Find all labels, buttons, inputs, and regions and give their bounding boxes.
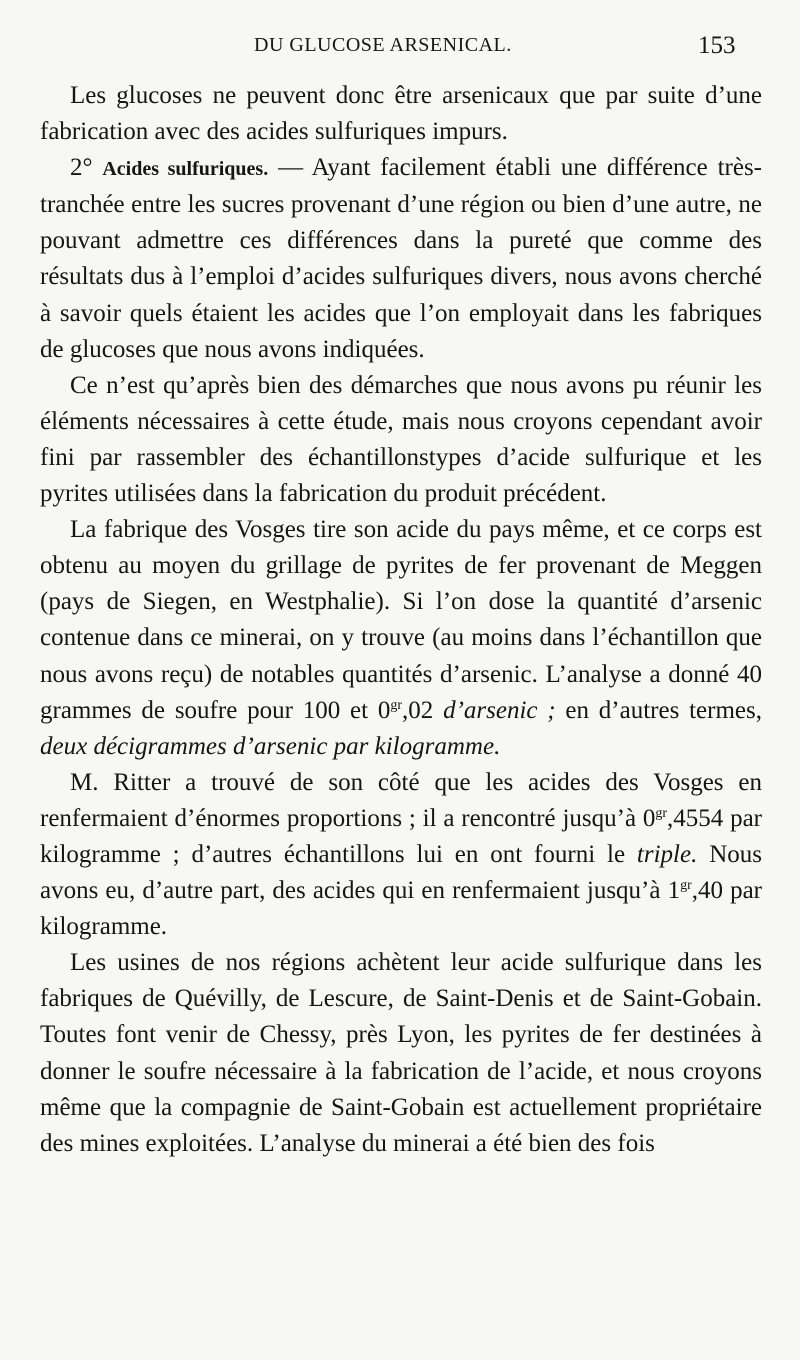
text-run: M. Ritter a trouvé de son côté que les acides des Vosges en renfermaient d’énormes proportions ; il a rencontré jusqu’à 0 bbox=[40, 768, 762, 832]
paragraph-usines: Les usines de nos régions achètent leur acide sulfurique dans les fabriques de Quévilly, de Lescure, de Saint-Denis et de Saint-Gobain. Toutes font venir de Chessy, près Lyon, les pyrites de fer destinées à donner le soufre nécessaire à la fabrication de l’acide, et nous croyons même que la compagnie de Saint-Gobain est actuellement propriétaire des mines exploitées. L’analyse du minerai a été bien des fois bbox=[40, 949, 762, 1157]
text-run: ,02 bbox=[402, 696, 444, 724]
paragraph-ritter bbox=[40, 765, 762, 945]
paragraph-demarches: Ce n’est qu’après bien des démarches que nous avons pu réunir les éléments nécessaires à cette étude, mais nous croyons cependant avoir fini par rassembler des échantillonstypes d’acide sulfurique et les pyrites utilisées dans la fabrication du produit précédent. bbox=[40, 371, 762, 508]
section-heading: Acides sulfuriques. bbox=[102, 158, 269, 181]
italic-text: d’arsenic ; bbox=[443, 696, 556, 724]
running-title: DU GLUCOSE ARSENICAL. bbox=[254, 34, 512, 56]
page-number: 153 bbox=[698, 32, 736, 59]
unit-superscript: gr bbox=[390, 697, 403, 713]
section-number: 2° bbox=[70, 154, 93, 182]
unit-superscript: gr bbox=[680, 878, 692, 894]
italic-text: deux décigrammes d’arsenic par kilogramme. bbox=[40, 732, 501, 760]
text-run: Nous avons eu, d’autre part, des acides qui en renfermaient jusqu’à 1 bbox=[40, 840, 762, 905]
page-header bbox=[0, 30, 800, 70]
paragraph-glucoses-impurs: Les glucoses ne peuvent donc être arsenicaux que par suite d’une fabrication avec des acides sulfuriques impurs. bbox=[40, 82, 762, 146]
italic-text: triple. bbox=[636, 840, 698, 868]
paragraph-text: — Ayant facilement établi une différence très-tranchée entre les sucres provenant d’une région ou bien d’une autre, ne pouvant admettre ces différences dans la pureté que comme des résultats dus à l’emploi d’acides sulfuriques divers, nous avons cherché à savoir quels étaient les acides que l’on employait dans les fabriques de glucoses que nous avons indiquées. bbox=[40, 154, 763, 363]
paragraph-vosges bbox=[40, 512, 762, 765]
text-run: La fabrique des Vosges tire son acide du pays même, et ce corps est obtenu au moyen du grillage de pyrites de fer provenant de Meggen (pays de Siegen, en Westphalie). Si l’on dose la quantité d’arsenic contenue dans ce minerai, on y trouve (au moins dans l’échantillon que nous avons reçu) de notables quantités d’arsenic. L’analyse a donné 40 grammes de soufre pour 100 et 0 bbox=[40, 516, 762, 724]
unit-superscript: gr bbox=[655, 805, 668, 821]
text-run: en d’autres termes, bbox=[555, 696, 762, 724]
body-text bbox=[40, 78, 762, 1162]
paragraph-acides-sulfuriques bbox=[40, 150, 762, 368]
text-run: ,4554 par kilogramme ; d’autres échantillons lui en ont fourni le bbox=[40, 804, 763, 868]
text-run: ,40 par kilogramme. bbox=[40, 877, 763, 941]
